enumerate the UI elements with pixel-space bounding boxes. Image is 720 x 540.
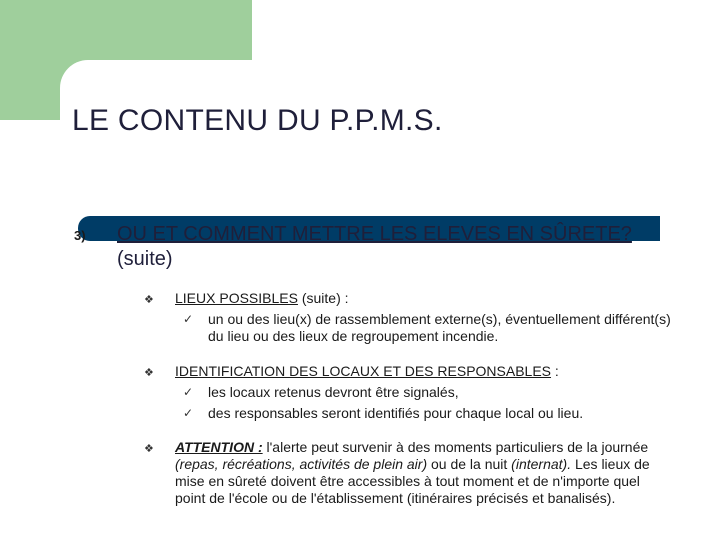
section-heading-suffix: (suite) [117, 248, 173, 270]
item-label: LIEUX POSSIBLES [175, 290, 298, 306]
item-text: Les lieux de mise en sûreté doivent être accessibles à tout moment et de n'importe quel point de l'école ou de l'établissement (itinéraires précisés et banalisés). [175, 456, 650, 506]
item-italic: (internat). [511, 456, 572, 472]
sub-item: les locaux retenus devront être signalés, [208, 384, 459, 400]
section-number: 3) [74, 228, 86, 243]
sub-item: des responsables seront identifiés pour chaque local ou lieu. [208, 405, 584, 421]
bullet-icon: ❖ [144, 294, 154, 306]
sub-item: un ou des lieu(x) de rassemblement externe(s), éventuellement différent(s) du lieu ou des lieux de regroupement incendie. [208, 311, 671, 344]
list-item-identification [175, 363, 675, 380]
checkmark-icon: ✓ [183, 406, 194, 420]
checkmark-icon: ✓ [183, 385, 194, 399]
item-label: IDENTIFICATION DES LOCAUX ET DES RESPONSABLES [175, 363, 552, 379]
item-label: ATTENTION : [175, 439, 263, 455]
section-heading-underlined: OU ET COMMENT METTRE LES ELEVES EN SÛRETE? [117, 223, 632, 245]
section-heading [117, 222, 677, 272]
item-text: ou de la nuit [427, 456, 512, 472]
list-item-lieux-possibles [175, 290, 675, 307]
item-italic: (repas, récréations, activités de plein air) [175, 456, 428, 472]
list-item-attention [175, 439, 665, 507]
item-suffix: : [551, 363, 559, 379]
slide-title: LE CONTENU DU P.P.M.S. [72, 104, 443, 137]
bullet-icon: ❖ [144, 443, 154, 455]
checkmark-icon: ✓ [183, 312, 194, 326]
item-suffix: (suite) : [297, 290, 349, 306]
bullet-icon: ❖ [144, 367, 154, 379]
item-text: l'alerte peut survenir à des moments particuliers de la journée [262, 439, 649, 455]
